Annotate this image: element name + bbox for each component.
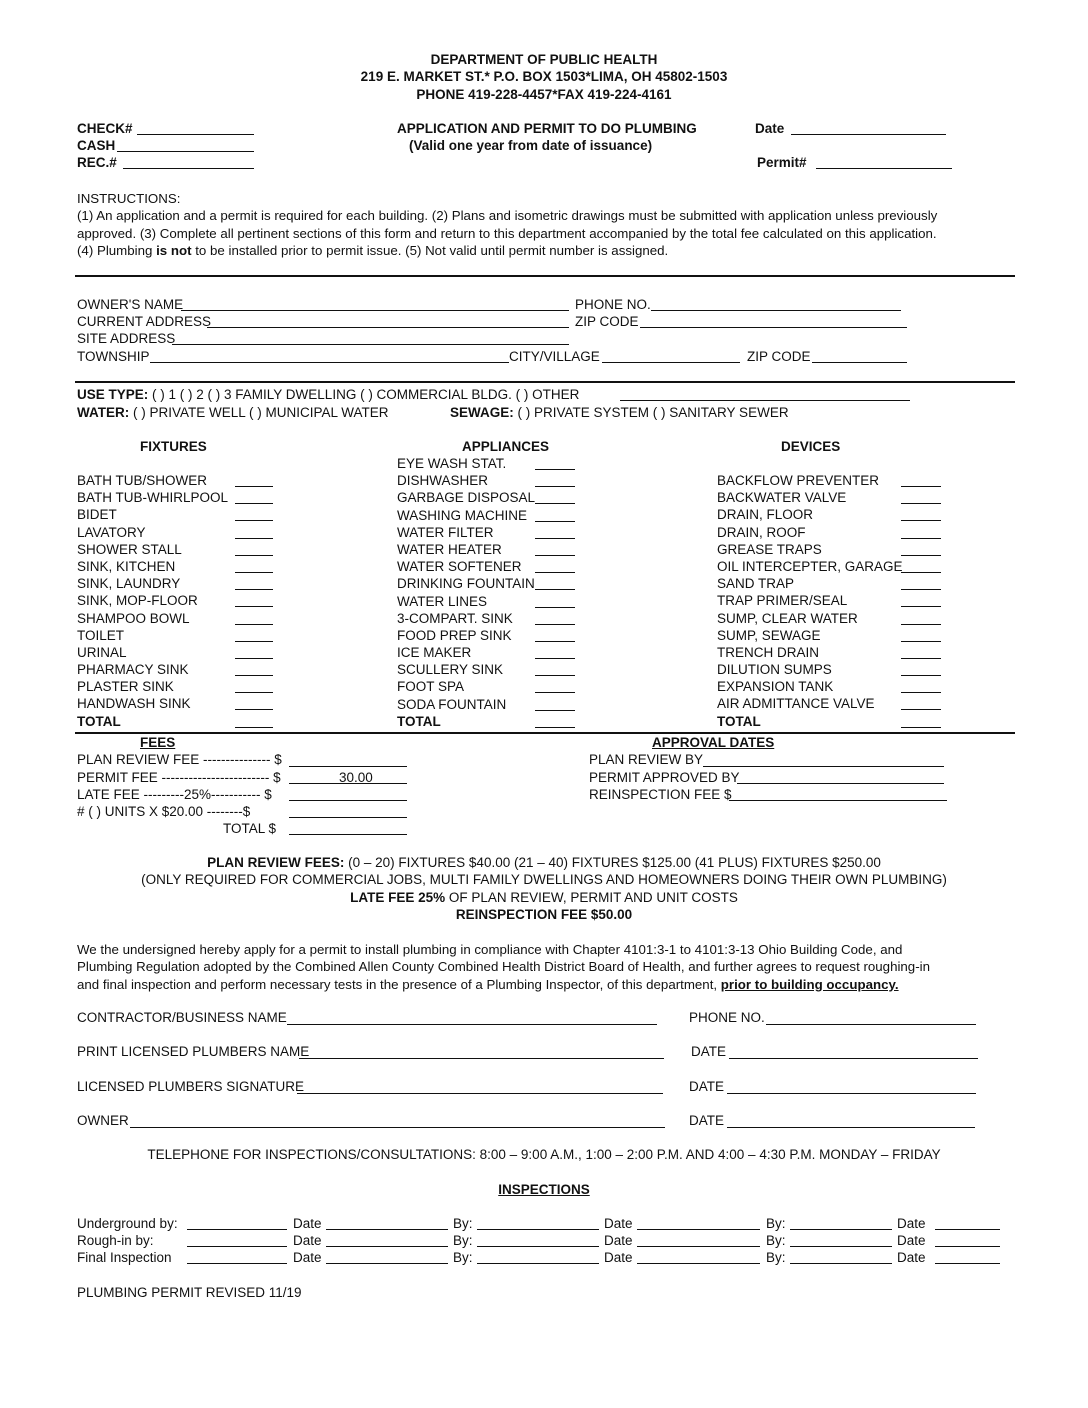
fixture-total-field[interactable]	[235, 727, 273, 728]
appliance-scullery-sink	[397, 661, 597, 678]
device-label: SUMP, SEWAGE	[717, 627, 821, 643]
appliance-label: EYE WASH STAT.	[397, 456, 507, 471]
device-drain-roof	[717, 524, 947, 541]
device-count-field[interactable]	[901, 503, 941, 504]
devices-list	[717, 472, 947, 730]
device-air-admittance-valve	[717, 695, 947, 712]
instructions-line-1: (1) An application and a permit is required for each building. (2) Plans and isometric drawings must be submitted with application unless previously	[77, 208, 938, 224]
device-label: OIL INTERCEPTER, GARAGE	[717, 558, 903, 574]
inspection-by2-label: By:	[766, 1233, 786, 1248]
inspection-field[interactable]	[790, 1246, 892, 1247]
form-subtitle: (Valid one year from date of issuance)	[409, 138, 653, 153]
signature-label: LICENSED PLUMBERS SIGNATURE	[77, 1079, 305, 1094]
print-name-date-label: DATE	[691, 1044, 727, 1059]
appliance-foot-spa	[397, 678, 597, 695]
approval-dates-heading: APPROVAL DATES	[652, 735, 775, 750]
appliance-count-field[interactable]	[535, 675, 575, 676]
signature-date-label: DATE	[689, 1079, 725, 1094]
fees-heading: FEES	[140, 735, 176, 750]
appliance-label: GARBAGE DISPOSAL	[397, 490, 536, 506]
inspection-by2-label: By:	[766, 1216, 786, 1231]
fixture-count-field[interactable]	[235, 692, 273, 693]
plan-review-by-field[interactable]	[703, 766, 944, 767]
owner-phone-field[interactable]	[651, 310, 901, 311]
appliance-label: DRINKING FOUNTAIN	[397, 576, 535, 592]
inspection-field[interactable]	[326, 1246, 448, 1247]
instructions-line-3: (4) Plumbing is not to be installed prior to permit issue. (5) Not valid until permit number is assigned.	[77, 242, 669, 258]
inspection-date3-label: Date	[897, 1233, 926, 1248]
owner-signature-label: OWNER	[77, 1113, 129, 1128]
appliance-count-field[interactable]	[535, 486, 575, 487]
fees-total-field[interactable]	[289, 834, 407, 835]
appliance-label: DISHWASHER	[397, 473, 489, 489]
department-name: DEPARTMENT OF PUBLIC HEALTH	[430, 52, 658, 67]
fixture-bidet	[77, 506, 287, 523]
check-label: CHECK#	[77, 121, 133, 136]
city-village-field[interactable]	[602, 362, 740, 363]
device-count-field[interactable]	[901, 606, 941, 607]
inspection-by2-label: By:	[766, 1250, 786, 1265]
appliance-count-field[interactable]	[535, 521, 575, 522]
print-name-date-field[interactable]	[729, 1058, 978, 1059]
inspection-field[interactable]	[477, 1229, 599, 1230]
permit-number-label: Permit#	[757, 155, 807, 170]
device-count-field[interactable]	[901, 486, 941, 487]
sewage-row: SEWAGE: ( ) PRIVATE SYSTEM ( ) SANITARY SEWER	[450, 405, 789, 420]
fixture-label: SHAMPOO BOWL	[77, 610, 190, 626]
device-trench-drain	[717, 644, 947, 661]
inspection-field[interactable]	[935, 1229, 1000, 1230]
inspection-by-label: By:	[453, 1233, 473, 1248]
appliance-count-field[interactable]	[535, 658, 575, 659]
device-label: BACKWATER VALVE	[717, 490, 847, 506]
device-total	[717, 713, 947, 730]
fixture-shampoo-bowl	[77, 610, 287, 627]
late-fee-label: LATE FEE ---------25%----------- $	[77, 787, 272, 802]
device-count-field[interactable]	[901, 520, 941, 521]
fixture-total-label: TOTAL	[77, 713, 121, 729]
inspection-field[interactable]	[326, 1229, 448, 1230]
appliance-label: WASHING MACHINE	[397, 507, 528, 523]
sewage-options[interactable]: ( ) PRIVATE SYSTEM ( ) SANITARY SEWER	[517, 405, 789, 420]
fixture-count-field[interactable]	[235, 503, 273, 504]
appliance-label: FOOD PREP SINK	[397, 627, 512, 643]
fixture-bath-tub-whirlpool	[77, 489, 287, 506]
appliance-garbage-disposal	[397, 489, 597, 506]
device-label: AIR ADMITTANCE VALVE	[717, 696, 875, 712]
device-label: TRAP PRIMER/SEAL	[717, 593, 848, 609]
inspection-field[interactable]	[187, 1229, 287, 1230]
appliance-water-heater	[397, 541, 597, 558]
reinspection-fee-label: REINSPECTION FEE $	[589, 787, 732, 802]
late-fee-note: LATE FEE 25% OF PLAN REVIEW, PERMIT AND UNIT COSTS	[350, 890, 738, 905]
fixture-pharmacy-sink	[77, 661, 287, 678]
department-phone: PHONE 419-228-4457*FAX 419-224-4161	[416, 87, 672, 102]
plan-review-fee-field[interactable]	[289, 766, 407, 767]
appliance-count-field[interactable]	[535, 692, 575, 693]
device-backwater-valve	[717, 489, 947, 506]
device-label: DRAIN, FLOOR	[717, 507, 814, 523]
cash-label: CASH	[77, 138, 116, 153]
only-required-note: (ONLY REQUIRED FOR COMMERCIAL JOBS, MULTI FAMILY DWELLINGS AND HOMEOWNERS DOING THEIR OWN PLUMBING)	[141, 872, 947, 887]
device-grease-traps	[717, 541, 947, 558]
instructions	[77, 190, 1017, 259]
appliance-eye-wash-stat	[397, 455, 597, 472]
fixture-count-field[interactable]	[235, 486, 273, 487]
units-label: # ( ) UNITS X $20.00 --------$	[77, 804, 251, 819]
agreement-text: We the undersigned hereby apply for a permit to install plumbing in compliance with Chapter 4101:3-1 to 4101:3-13 Ohio Building Code, and Plumbing Regulation adopted by the Combined Allen County Combined Health District Board of Health, and further agrees to request roughing-in and final inspection and perform necessary tests in the presence of a Plumbing Inspector, of this department, prior to building occupancy.	[77, 942, 930, 992]
owner-date-label: DATE	[689, 1113, 725, 1128]
device-total-label: TOTAL	[717, 713, 761, 729]
permit-approved-by-field[interactable]	[737, 783, 944, 784]
appliance-label: ICE MAKER	[397, 645, 472, 661]
zip-code-label: ZIP CODE	[575, 314, 639, 329]
device-backflow-preventer	[717, 472, 947, 489]
appliance-count-field[interactable]	[535, 589, 575, 590]
fixture-label: SINK, LAUNDRY	[77, 576, 181, 592]
fixture-lavatory	[77, 524, 287, 541]
inspection-field[interactable]	[187, 1263, 287, 1264]
rec-field[interactable]	[123, 168, 254, 169]
inspection-field[interactable]	[790, 1263, 892, 1264]
current-address-label: CURRENT ADDRESS	[77, 314, 212, 329]
appliance-count-field[interactable]	[535, 624, 575, 625]
fixture-count-field[interactable]	[235, 589, 273, 590]
permit-number-field[interactable]	[816, 168, 952, 169]
device-label: DILUTION SUMPS	[717, 662, 832, 678]
device-label: TRENCH DRAIN	[717, 644, 820, 660]
appliance-3-compart-sink	[397, 610, 597, 627]
use-other-field[interactable]	[620, 400, 910, 401]
device-total-field[interactable]	[901, 727, 941, 728]
inspection-field[interactable]	[637, 1246, 760, 1247]
device-count-field[interactable]	[901, 589, 941, 590]
zip-code-field[interactable]	[640, 327, 907, 328]
township-label: TOWNSHIP	[77, 349, 150, 364]
inspection-date3-label: Date	[897, 1216, 926, 1231]
appliance-label: WATER FILTER	[397, 524, 494, 540]
reinspection-note: REINSPECTION FEE $50.00	[455, 907, 633, 922]
fixture-shower-stall	[77, 541, 287, 558]
fixture-label: BATH TUB/SHOWER	[77, 473, 208, 488]
plan-review-fee-label: PLAN REVIEW FEE --------------- $	[77, 752, 282, 767]
owner-phone-label: PHONE NO.	[575, 297, 651, 312]
fixture-total	[77, 713, 287, 730]
inspection-date-label: Date	[293, 1233, 322, 1248]
fixture-count-field[interactable]	[235, 538, 273, 539]
inspection-field[interactable]	[935, 1263, 1000, 1264]
device-label: SAND TRAP	[717, 576, 795, 592]
fixture-count-field[interactable]	[235, 520, 273, 521]
date-field[interactable]	[791, 134, 946, 135]
city-village-label: CITY/VILLAGE	[509, 349, 600, 364]
appliance-label: WATER SOFTENER	[397, 559, 522, 575]
inspection-label-label: Underground by:	[77, 1216, 178, 1231]
device-label: BACKFLOW PREVENTER	[717, 473, 880, 488]
appliance-label: SCULLERY SINK	[397, 662, 504, 678]
appliance-water-softener	[397, 558, 597, 575]
appliance-label: SODA FOUNTAIN	[397, 696, 507, 712]
fixture-plaster-sink	[77, 678, 287, 695]
appliance-count-field[interactable]	[535, 503, 575, 504]
reinspection-fee-field[interactable]	[729, 800, 947, 801]
water-options[interactable]: ( ) PRIVATE WELL ( ) MUNICIPAL WATER	[133, 405, 389, 420]
appliance-count-field[interactable]	[535, 469, 575, 470]
instructions-heading: INSTRUCTIONS:	[77, 191, 181, 206]
inspection-field[interactable]	[187, 1246, 287, 1247]
fixture-label: SHOWER STALL	[77, 541, 182, 557]
inspection-date2-label: Date	[604, 1250, 633, 1265]
inspection-by-label: By:	[453, 1216, 473, 1231]
device-count-field[interactable]	[901, 692, 941, 693]
appliance-water-lines	[397, 593, 597, 610]
form-title: APPLICATION AND PERMIT TO DO PLUMBING	[397, 121, 697, 136]
appliance-dishwasher	[397, 472, 597, 489]
fixture-label: TOILET	[77, 627, 125, 643]
fixture-count-field[interactable]	[235, 555, 273, 556]
township-field[interactable]	[150, 362, 509, 363]
appliance-water-filter	[397, 524, 597, 541]
appliance-label: 3-COMPART. SINK	[397, 610, 513, 626]
appliance-label: WATER HEATER	[397, 541, 502, 557]
device-sand-trap	[717, 575, 947, 592]
use-type-options[interactable]: ( ) 1 ( ) 2 ( ) 3 FAMILY DWELLING ( ) COMMERCIAL BLDG. ( ) OTHER	[152, 387, 580, 402]
device-count-field[interactable]	[901, 555, 941, 556]
device-trap-primer-seal	[717, 592, 947, 609]
appliances-list	[397, 455, 597, 730]
contractor-field[interactable]	[287, 1024, 657, 1025]
section-divider	[75, 381, 1015, 383]
owner-date-field[interactable]	[727, 1127, 975, 1128]
device-label: DRAIN, ROOF	[717, 524, 806, 540]
revision-footer: PLUMBING PERMIT REVISED 11/19	[77, 1285, 302, 1300]
fixture-urinal	[77, 644, 287, 661]
print-name-field[interactable]	[299, 1058, 664, 1059]
telephone-hours: TELEPHONE FOR INSPECTIONS/CONSULTATIONS: 8:00 – 9:00 A.M., 1:00 – 2:00 P.M. AND 4:00 – 4:30 P.M. MONDAY – FRIDAY	[147, 1147, 941, 1162]
fixture-label: HANDWASH SINK	[77, 696, 191, 712]
fixture-label: PLASTER SINK	[77, 679, 174, 695]
fixture-sink-mop-floor	[77, 592, 287, 609]
appliance-count-field[interactable]	[535, 555, 575, 556]
permit-approved-by-label: PERMIT APPROVED BY	[589, 770, 740, 785]
fixture-label: LAVATORY	[77, 524, 146, 540]
device-count-field[interactable]	[901, 675, 941, 676]
fixture-count-field[interactable]	[235, 641, 273, 642]
fixture-count-field[interactable]	[235, 658, 273, 659]
inspection-field[interactable]	[477, 1263, 599, 1264]
site-address-label: SITE ADDRESS	[77, 331, 176, 346]
appliance-count-field[interactable]	[535, 607, 575, 608]
fixture-count-field[interactable]	[235, 624, 273, 625]
print-name-label: PRINT LICENSED PLUMBERS NAME	[77, 1044, 310, 1059]
plan-review-fees-note: PLAN REVIEW FEES: (0 – 20) FIXTURES $40.00 (21 – 40) FIXTURES $125.00 (41 PLUS) FIXTURES $250.00	[207, 855, 881, 870]
inspections-heading: INSPECTIONS	[498, 1182, 590, 1197]
appliance-count-field[interactable]	[535, 572, 575, 573]
department-address: 219 E. MARKET ST.* P.O. BOX 1503*LIMA, OH 45802-1503	[360, 69, 728, 84]
appliance-food-prep-sink	[397, 627, 597, 644]
fixtures-list	[77, 472, 287, 730]
fixture-sink-kitchen	[77, 558, 287, 575]
cash-field[interactable]	[117, 151, 254, 152]
contractor-phone-label: PHONE NO.	[689, 1010, 765, 1025]
inspection-date3-label: Date	[897, 1250, 926, 1265]
contractor-label: CONTRACTOR/BUSINESS NAME	[77, 1010, 287, 1025]
fixture-label: SINK, MOP-FLOOR	[77, 593, 198, 609]
device-dilution-sumps	[717, 661, 947, 678]
permit-fee-label: PERMIT FEE ------------------------ $	[77, 770, 281, 785]
date-label: Date	[755, 121, 785, 136]
rec-label: REC.#	[77, 155, 117, 170]
section-divider	[75, 732, 1015, 734]
signature-date-field[interactable]	[727, 1093, 976, 1094]
section-divider	[75, 275, 1015, 277]
fixture-label: BIDET	[77, 507, 117, 523]
appliance-soda-fountain	[397, 696, 597, 713]
fixture-toilet	[77, 627, 287, 644]
device-drain-floor	[717, 506, 947, 523]
site-address-field[interactable]	[172, 344, 569, 345]
device-count-field[interactable]	[901, 538, 941, 539]
owners-name-field[interactable]	[181, 310, 569, 311]
owner-signature-field[interactable]	[130, 1127, 665, 1128]
inspection-field[interactable]	[935, 1246, 1000, 1247]
device-count-field[interactable]	[901, 641, 941, 642]
device-label: EXPANSION TANK	[717, 679, 834, 695]
appliance-drinking-fountain	[397, 575, 597, 592]
signature-field[interactable]	[297, 1093, 663, 1094]
device-label: GREASE TRAPS	[717, 541, 822, 557]
instructions-line-2: approved. (3) Complete all pertinent sections of this form and return to this department accompanied by the total fee calculated on this application.	[77, 225, 937, 241]
contractor-phone-field[interactable]	[766, 1024, 976, 1025]
appliance-total-field[interactable]	[535, 727, 575, 728]
fixture-sink-laundry	[77, 575, 287, 592]
zip-code-2-label: ZIP CODE	[747, 349, 811, 364]
inspection-field[interactable]	[326, 1263, 448, 1264]
inspection-label-label: Rough-in by:	[77, 1233, 154, 1248]
appliance-label: FOOT SPA	[397, 679, 465, 695]
inspection-date2-label: Date	[604, 1216, 633, 1231]
appliance-ice-maker	[397, 644, 597, 661]
device-count-field[interactable]	[901, 709, 941, 710]
fixture-handwash-sink	[77, 695, 287, 712]
inspection-field[interactable]	[637, 1263, 760, 1264]
device-sump-sewage	[717, 627, 947, 644]
current-address-field[interactable]	[207, 327, 569, 328]
owners-name-label: OWNER'S NAME	[77, 297, 184, 312]
units-field[interactable]	[289, 817, 407, 818]
appliance-count-field[interactable]	[535, 710, 575, 711]
inspection-date-label: Date	[293, 1250, 322, 1265]
device-label: SUMP, CLEAR WATER	[717, 610, 858, 626]
check-field[interactable]	[137, 134, 254, 135]
appliance-label: WATER LINES	[397, 593, 488, 609]
fixture-bath-tub-shower	[77, 472, 287, 489]
fees-total-label: TOTAL $	[223, 821, 277, 836]
device-count-field[interactable]	[901, 658, 941, 659]
inspection-label-label: Final Inspection	[77, 1250, 172, 1265]
appliances-heading: APPLIANCES	[462, 439, 550, 454]
device-count-field[interactable]	[901, 572, 941, 573]
device-oil-intercepter-garage	[717, 558, 947, 575]
fixture-label: URINAL	[77, 644, 127, 660]
fixture-count-field[interactable]	[235, 675, 273, 676]
devices-heading: DEVICES	[781, 439, 841, 454]
permit-fee-value: 30.00	[339, 770, 373, 785]
fixtures-heading: FIXTURES	[140, 439, 207, 454]
appliance-count-field[interactable]	[535, 641, 575, 642]
fixture-label: PHARMACY SINK	[77, 662, 189, 678]
appliance-washing-machine	[397, 507, 597, 524]
inspection-date-label: Date	[293, 1216, 322, 1231]
inspection-field[interactable]	[477, 1246, 599, 1247]
late-fee-field[interactable]	[289, 800, 407, 801]
use-type-row: USE TYPE: ( ) 1 ( ) 2 ( ) 3 FAMILY DWELLING ( ) COMMERCIAL BLDG. ( ) OTHER	[77, 387, 580, 402]
water-row: WATER: ( ) PRIVATE WELL ( ) MUNICIPAL WATER	[77, 405, 389, 420]
plan-review-by-label: PLAN REVIEW BY	[589, 752, 704, 767]
zip-code-2-field[interactable]	[812, 362, 907, 363]
inspection-date2-label: Date	[604, 1233, 633, 1248]
fixture-label: BATH TUB-WHIRLPOOL	[77, 490, 229, 506]
device-count-field[interactable]	[901, 624, 941, 625]
fixture-label: SINK, KITCHEN	[77, 558, 176, 574]
inspection-field[interactable]	[790, 1229, 892, 1230]
appliance-total-label: TOTAL	[397, 713, 441, 729]
appliance-total	[397, 713, 597, 730]
device-sump-clear-water	[717, 610, 947, 627]
device-expansion-tank	[717, 678, 947, 695]
fixture-count-field[interactable]	[235, 709, 273, 710]
fixture-count-field[interactable]	[235, 606, 273, 607]
fixture-count-field[interactable]	[235, 572, 273, 573]
inspection-field[interactable]	[637, 1229, 760, 1230]
inspection-by-label: By:	[453, 1250, 473, 1265]
appliance-count-field[interactable]	[535, 538, 575, 539]
